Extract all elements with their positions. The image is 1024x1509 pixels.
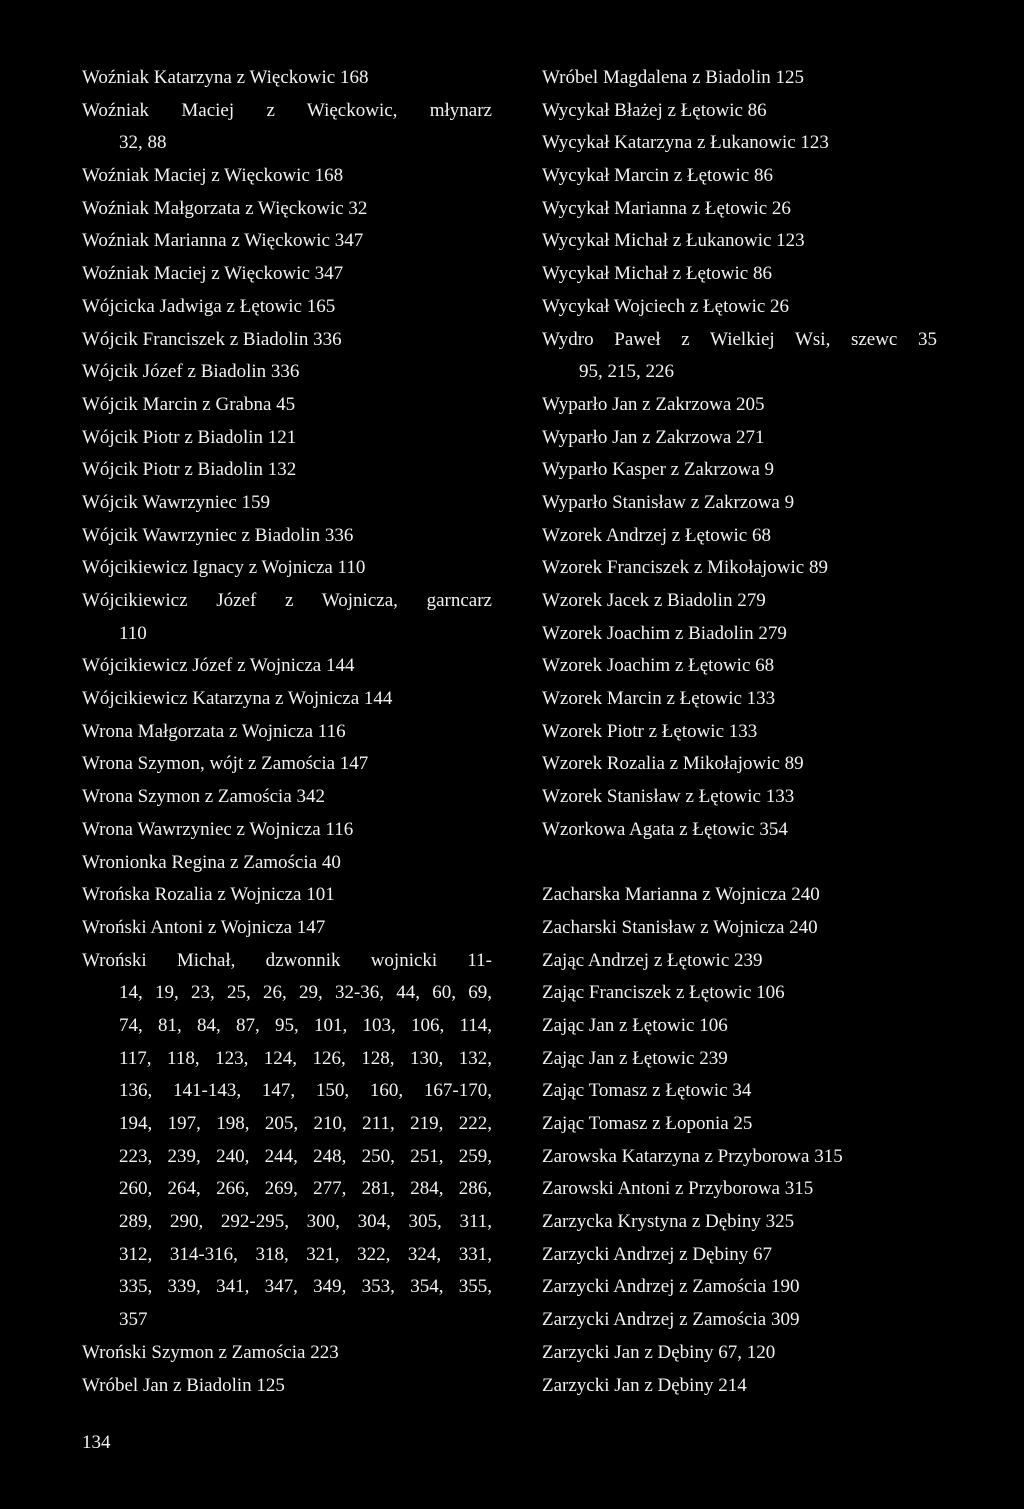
index-entry: Zając Jan z Łętowic 239 <box>542 1047 728 1069</box>
index-entry: Wycykał Katarzyna z Łukanowic 123 <box>542 132 829 154</box>
index-entry: Wróbel Jan z Biadolin 125 <box>82 1374 285 1396</box>
index-entry: Wójcicka Jadwiga z Łętowic 165 <box>82 295 336 317</box>
index-entry: Wycykał Marianna z Łętowic 26 <box>542 197 791 219</box>
index-entry: Wyparło Jan z Zakrzowa 205 <box>542 393 765 415</box>
index-entry-continuation: 223, 239, 240, 244, 248, 250, 251, 259, <box>119 1145 492 1167</box>
index-entry: Wzorek Franciszek z Mikołajowic 89 <box>542 557 828 579</box>
index-entry: Wrona Wawrzyniec z Wojnicza 116 <box>82 818 354 840</box>
index-entry: Zając Tomasz z Łoponia 25 <box>542 1113 753 1134</box>
index-entry: Zarowska Katarzyna z Przyborowa 315 <box>542 1145 843 1167</box>
index-entry: Wójcik Marcin z Grabna 45 <box>82 393 296 415</box>
index-entry: Wycykał Michał z Łukanowic 123 <box>542 230 805 252</box>
index-entry: Wróbel Magdalena z Biadolin 125 <box>542 67 804 88</box>
index-entry-continuation: 335, 339, 341, 347, 349, 353, 354, 355, <box>119 1276 492 1298</box>
index-entry: Wycykał Marcin z Łętowic 86 <box>542 165 773 187</box>
index-entry-continuation: 110 <box>119 622 147 644</box>
index-entry: Wrońska Rozalia z Wojnicza 101 <box>82 884 335 906</box>
index-entry: Wzorek Piotr z Łętowic 133 <box>542 720 758 742</box>
index-entry: Wzorek Joachim z Łętowic 68 <box>542 655 775 677</box>
index-column-left <box>82 62 492 1402</box>
index-entry-continuation: 136, 141-143, 147, 150, 160, 167-170, <box>119 1080 492 1102</box>
index-entry: Wójcikiewicz Katarzyna z Wojnicza 144 <box>82 688 393 710</box>
index-entry: Wroński Antoni z Wojnicza 147 <box>82 916 326 938</box>
index-entry: Wójcikiewicz Ignacy z Wojnicza 110 <box>82 557 366 579</box>
index-entry: Zarzycki Andrzej z Zamościa 309 <box>542 1309 800 1331</box>
index-entry-continuation: 357 <box>119 1309 148 1331</box>
index-entry: Woźniak Marianna z Więckowic 347 <box>82 230 364 252</box>
index-entry-continuation: 74, 81, 84, 87, 95, 101, 103, 106, 114, <box>119 1014 492 1036</box>
section-gap <box>542 847 952 880</box>
index-entry: Zając Andrzej z Łętowic 239 <box>542 949 763 971</box>
index-entry: Wydro Paweł z Wielkiej Wsi, szewc 35 <box>542 328 937 350</box>
index-entry-continuation: 32, 88 <box>119 132 167 154</box>
index-entry: Woźniak Maciej z Więckowic 168 <box>82 165 344 187</box>
index-entry: Zając Franciszek z Łętowic 106 <box>542 982 785 1004</box>
index-entry: Woźniak Maciej z Więckowic 347 <box>82 263 344 285</box>
index-entry-continuation: 312, 314-316, 318, 321, 322, 324, 331, <box>119 1243 492 1265</box>
index-column-right <box>542 62 952 1402</box>
index-entry: Wzorek Andrzej z Łętowic 68 <box>542 524 771 546</box>
index-entry: Zając Tomasz z Łętowic 34 <box>542 1080 752 1102</box>
index-entry: Wroński Szymon z Zamościa 223 <box>82 1341 339 1363</box>
index-entry-continuation: 14, 19, 23, 25, 26, 29, 32-36, 44, 60, 69, <box>119 982 492 1004</box>
index-entry: Zacharska Marianna z Wojnicza 240 <box>542 884 820 906</box>
index-entry: Zarzycki Andrzej z Dębiny 67 <box>542 1243 773 1265</box>
index-entry: Wycykał Wojciech z Łętowic 26 <box>542 295 790 317</box>
index-entry: Zarzycki Jan z Dębiny 214 <box>542 1374 747 1396</box>
index-entry: Woźniak Maciej z Więckowic, młynarz <box>82 99 492 121</box>
index-entry-continuation: 260, 264, 266, 269, 277, 281, 284, 286, <box>119 1178 492 1200</box>
index-entry: Wójcikiewicz Józef z Wojnicza 144 <box>82 655 355 677</box>
index-entry: Wzorek Joachim z Biadolin 279 <box>542 622 787 644</box>
index-entry: Wzorek Rozalia z Mikołajowic 89 <box>542 753 804 775</box>
index-entry: Wyparło Stanisław z Zakrzowa 9 <box>542 491 795 513</box>
page-number: 134 <box>82 1432 111 1453</box>
index-entry: Wójcikiewicz Józef z Wojnicza, garncarz <box>82 590 492 611</box>
index-entry: Wójcik Józef z Biadolin 336 <box>82 361 300 383</box>
index-entry: Wzorek Marcin z Łętowic 133 <box>542 688 776 710</box>
index-entry: Zarzycki Andrzej z Zamościa 190 <box>542 1276 800 1298</box>
index-entry: Wójcik Piotr z Biadolin 121 <box>82 426 297 448</box>
index-entry: Wycykał Błażej z Łętowic 86 <box>542 99 767 121</box>
index-entry: Woźniak Małgorzata z Więckowic 32 <box>82 197 368 219</box>
index-entry: Wrona Małgorzata z Wojnicza 116 <box>82 720 346 742</box>
index-entry: Wrona Szymon, wójt z Zamościa 147 <box>82 753 369 775</box>
index-entry: Wójcik Wawrzyniec 159 <box>82 491 271 513</box>
index-entry: Wzorek Stanisław z Łętowic 133 <box>542 786 795 808</box>
index-entry: Woźniak Katarzyna z Więckowic 168 <box>82 67 369 88</box>
index-entry: Wyparło Kasper z Zakrzowa 9 <box>542 459 775 481</box>
index-entry: Wzorek Jacek z Biadolin 279 <box>542 590 766 611</box>
index-entry: Wzorkowa Agata z Łętowic 354 <box>542 818 788 840</box>
index-entry: Wrona Szymon z Zamościa 342 <box>82 786 326 808</box>
index-entry: Wycykał Michał z Łętowic 86 <box>542 263 772 285</box>
index-entry: Zarzycki Jan z Dębiny 67, 120 <box>542 1341 776 1363</box>
index-entry-continuation: 194, 197, 198, 205, 210, 211, 219, 222, <box>119 1113 492 1134</box>
index-entry: Wójcik Franciszek z Biadolin 336 <box>82 328 342 350</box>
index-entry: Zarowski Antoni z Przyborowa 315 <box>542 1178 814 1200</box>
index-entry: Zacharski Stanisław z Wojnicza 240 <box>542 916 818 938</box>
index-entry-continuation: 117, 118, 123, 124, 126, 128, 130, 132, <box>119 1047 492 1069</box>
index-entry: Wyparło Jan z Zakrzowa 271 <box>542 426 765 448</box>
index-entry: Wójcik Wawrzyniec z Biadolin 336 <box>82 524 354 546</box>
index-entry-continuation: 95, 215, 226 <box>579 361 674 383</box>
index-entry: Wroński Michał, dzwonnik wojnicki 11- <box>82 949 492 971</box>
index-entry-continuation: 289, 290, 292-295, 300, 304, 305, 311, <box>119 1211 492 1233</box>
index-entry: Zarzycka Krystyna z Dębiny 325 <box>542 1211 795 1233</box>
index-entry: Wronionka Regina z Zamościa 40 <box>82 851 341 873</box>
index-entry: Zając Jan z Łętowic 106 <box>542 1014 728 1036</box>
index-entry: Wójcik Piotr z Biadolin 132 <box>82 459 297 481</box>
